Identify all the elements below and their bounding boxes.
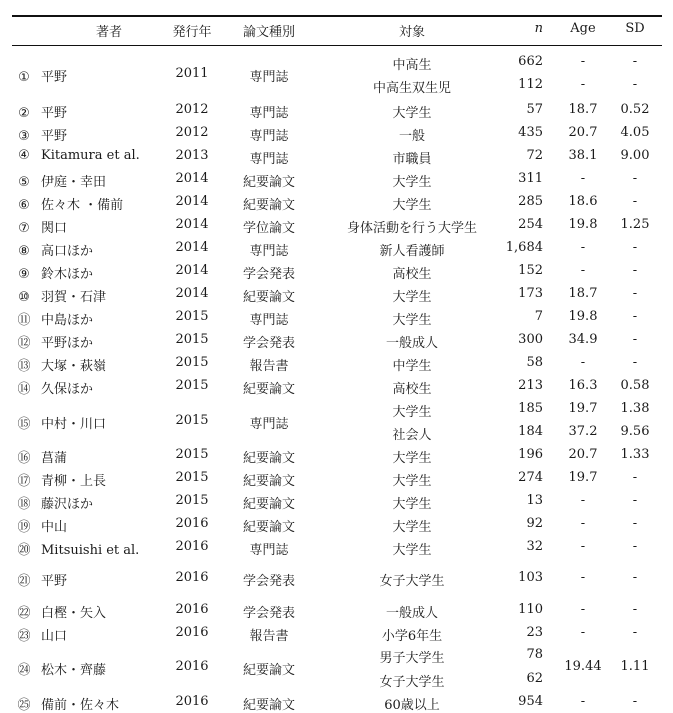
entry-number: ②: [18, 106, 30, 121]
entry-number: ⑯: [17, 451, 31, 466]
age-cell: -: [580, 355, 586, 370]
author-name: 高口ほか: [41, 244, 94, 259]
author-cell: [12, 602, 162, 621]
type-cell: 専門誌: [249, 152, 289, 167]
subject-cell: 大学生: [392, 543, 432, 558]
header-rule: [12, 45, 662, 46]
year-cell: 2015: [175, 493, 209, 508]
age-cell: -: [580, 602, 586, 617]
sd-cell: -: [632, 570, 638, 585]
n-cell: 13: [526, 493, 543, 508]
n-cell: 285: [518, 194, 543, 209]
entry-number: ⑨: [18, 267, 30, 282]
author-cell: [12, 194, 162, 213]
sd-cell: 0.52: [620, 102, 650, 117]
entry-number: ⑲: [17, 520, 31, 535]
entry-number: ①: [18, 69, 30, 85]
age-cell: -: [580, 171, 586, 186]
age-cell: 18.7: [568, 102, 598, 117]
author-cell: [12, 102, 162, 121]
subject-cell: 大学生: [392, 474, 432, 489]
year-cell: 2016: [175, 659, 209, 674]
type-cell: 専門誌: [249, 244, 289, 259]
n-cell: 72: [526, 148, 543, 163]
n-cell: 32: [526, 539, 543, 554]
type-cell: 紀要論文: [242, 198, 295, 213]
author-cell: [12, 470, 162, 489]
n-cell: 184: [518, 424, 543, 439]
header-type: 論文種別: [242, 25, 295, 40]
data-table: [12, 15, 662, 713]
age-cell: -: [580, 694, 586, 709]
subject-cell: 一般成人: [385, 336, 438, 351]
year-cell: 2015: [175, 412, 209, 428]
year-cell: 2016: [175, 694, 209, 709]
sd-cell: -: [632, 240, 638, 255]
n-cell: 110: [518, 602, 543, 617]
type-cell: 紀要論文: [242, 290, 295, 305]
age-cell: 18.6: [568, 194, 598, 209]
sd-cell: -: [632, 493, 638, 508]
age-cell: -: [580, 625, 586, 640]
n-cell: 92: [526, 516, 543, 531]
age-cell: -: [580, 516, 586, 531]
n-cell: 152: [518, 263, 543, 278]
year-cell: 2015: [175, 309, 209, 324]
n-cell: 185: [518, 401, 543, 416]
author-name: 平野: [41, 574, 68, 589]
sd-cell: 1.33: [620, 447, 650, 462]
age-cell: -: [580, 77, 586, 92]
author-cell: [12, 625, 162, 644]
header-year: 発行年: [172, 25, 212, 40]
subject-cell: 一般成人: [385, 606, 438, 621]
sd-cell: -: [632, 516, 638, 531]
author-name: 中島ほか: [41, 313, 94, 328]
year-cell: 2015: [175, 447, 209, 462]
sd-cell: -: [632, 470, 638, 485]
type-cell: 専門誌: [249, 416, 289, 432]
age-cell: 20.7: [568, 447, 598, 462]
n-cell: 58: [526, 355, 543, 370]
entry-number: ㉓: [17, 629, 31, 644]
subject-cell: 高校生: [392, 382, 432, 397]
author-name: Mitsuishi et al.: [41, 543, 140, 558]
age-cell: 16.3: [568, 378, 598, 393]
header-subject: 対象: [398, 25, 425, 40]
year-cell: 2012: [175, 102, 209, 117]
subject-cell: 男子大学生: [379, 651, 445, 666]
entry-number: ⑰: [17, 474, 31, 489]
age-cell: 19.8: [568, 217, 598, 232]
sd-cell: -: [632, 171, 638, 186]
author-name: 関口: [41, 221, 68, 236]
year-cell: 2014: [175, 217, 209, 232]
n-cell: 103: [518, 570, 543, 585]
sd-cell: -: [632, 77, 638, 92]
entry-number: ⑩: [18, 290, 30, 305]
year-cell: 2014: [175, 171, 209, 186]
sd-cell: -: [632, 694, 638, 709]
author-cell: [12, 332, 162, 351]
author-name: 山口: [41, 629, 68, 644]
year-cell: 2015: [175, 332, 209, 347]
entry-number: ⑭: [17, 382, 31, 397]
author-name: 松木・齊藤: [41, 663, 107, 678]
author-cell: [12, 217, 162, 236]
year-cell: 2016: [175, 516, 209, 531]
sd-cell: 1.11: [620, 659, 650, 674]
author-name: Kitamura et al.: [41, 148, 140, 163]
n-cell: 78: [526, 647, 543, 662]
type-cell: 紀要論文: [242, 520, 295, 535]
author-name: 平野: [41, 129, 68, 144]
year-cell: 2015: [175, 470, 209, 485]
entry-number: ⑧: [18, 244, 30, 259]
subject-cell: 一般: [398, 129, 425, 144]
year-cell: 2016: [175, 625, 209, 640]
table-header: [12, 17, 662, 45]
subject-cell: 新人看護師: [379, 244, 445, 259]
subject-cell: 大学生: [392, 175, 432, 190]
n-cell: 662: [518, 54, 543, 69]
author-cell: [12, 659, 162, 678]
n-cell: 435: [518, 125, 543, 140]
subject-cell: 中高生双生児: [372, 81, 451, 96]
entry-number: ⑦: [18, 221, 30, 236]
n-cell: 112: [518, 77, 543, 92]
age-cell: 19.7: [568, 470, 598, 485]
author-cell: [12, 539, 162, 558]
author-name: 平野ほか: [41, 336, 94, 351]
author-name: 平野: [41, 106, 68, 121]
author-name: 伊庭・幸田: [41, 175, 107, 190]
type-cell: 報告書: [249, 359, 289, 374]
type-cell: 紀要論文: [242, 474, 295, 489]
entry-number: ④: [18, 148, 30, 163]
entry-number: ㉕: [17, 698, 31, 713]
age-cell: 38.1: [568, 148, 598, 163]
age-cell: 18.7: [568, 286, 598, 301]
author-cell: [12, 309, 162, 328]
author-name: 中山: [41, 520, 68, 535]
type-cell: 学会発表: [242, 574, 295, 589]
subject-cell: 市職員: [392, 152, 432, 167]
entry-number: ⑱: [17, 497, 31, 512]
type-cell: 専門誌: [249, 129, 289, 144]
entry-number: ⑳: [17, 543, 31, 558]
author-name: 平野: [41, 69, 68, 85]
age-cell: 20.7: [568, 125, 598, 140]
n-cell: 311: [518, 171, 543, 186]
n-cell: 1,684: [505, 240, 543, 255]
n-cell: 300: [518, 332, 543, 347]
age-cell: 19.8: [568, 309, 598, 324]
entry-number: ⑤: [18, 175, 30, 190]
year-cell: 2016: [175, 570, 209, 585]
n-cell: 173: [518, 286, 543, 301]
header-author: 著者: [95, 25, 122, 40]
author-cell: [12, 263, 162, 282]
n-cell: 954: [518, 694, 543, 709]
entry-number: ㉒: [17, 606, 31, 621]
year-cell: 2011: [175, 65, 209, 81]
author-name: 菖蒲: [41, 451, 68, 466]
age-cell: -: [580, 54, 586, 69]
age-cell: -: [580, 240, 586, 255]
author-name: 青柳・上長: [41, 474, 107, 489]
author-cell: [12, 125, 162, 144]
subject-cell: 大学生: [392, 451, 432, 466]
n-cell: 196: [518, 447, 543, 462]
subject-cell: 女子大学生: [379, 675, 445, 690]
sd-cell: -: [632, 286, 638, 301]
author-cell: [12, 66, 162, 85]
sd-cell: -: [632, 602, 638, 617]
n-cell: 23: [526, 625, 543, 640]
author-cell: [12, 493, 162, 512]
subject-cell: 中学生: [392, 359, 432, 374]
author-name: 羽賀・石津: [41, 290, 107, 305]
type-cell: 紀要論文: [242, 497, 295, 512]
subject-cell: 大学生: [392, 106, 432, 121]
sd-cell: -: [632, 194, 638, 209]
subject-cell: 大学生: [392, 405, 432, 420]
subject-cell: 大学生: [392, 497, 432, 512]
age-cell: -: [580, 263, 586, 278]
subject-cell: 身体活動を行う大学生: [346, 221, 477, 236]
author-cell: [12, 355, 162, 374]
header-sd: SD: [625, 21, 645, 36]
author-cell: [12, 378, 162, 397]
subject-cell: 大学生: [392, 198, 432, 213]
entry-number: ㉔: [17, 663, 31, 678]
author-cell: [12, 240, 162, 259]
year-cell: 2014: [175, 286, 209, 301]
author-name: 久保ほか: [41, 382, 94, 397]
entry-number: ⑬: [17, 359, 31, 374]
age-cell: -: [580, 493, 586, 508]
author-name: 佐々木 ・備前: [41, 198, 124, 213]
author-name: 鈴木ほか: [41, 267, 94, 282]
entry-number: ⑪: [17, 313, 31, 328]
sd-cell: -: [632, 355, 638, 370]
n-cell: 274: [518, 470, 543, 485]
type-cell: 紀要論文: [242, 451, 295, 466]
sd-cell: -: [632, 263, 638, 278]
sd-cell: 1.38: [620, 401, 650, 416]
type-cell: 学位論文: [242, 221, 295, 236]
author-cell: [12, 286, 162, 305]
author-cell: [12, 413, 162, 432]
author-cell: [12, 570, 162, 589]
type-cell: 専門誌: [249, 106, 289, 121]
year-cell: 2016: [175, 602, 209, 617]
subject-cell: 大学生: [392, 313, 432, 328]
type-cell: 専門誌: [249, 313, 289, 328]
sd-cell: -: [632, 539, 638, 554]
year-cell: 2013: [175, 148, 209, 163]
year-cell: 2014: [175, 194, 209, 209]
sd-cell: 1.25: [620, 217, 650, 232]
entry-number: ③: [18, 129, 30, 144]
entry-number: ⑥: [18, 198, 30, 213]
year-cell: 2016: [175, 539, 209, 554]
year-cell: 2012: [175, 125, 209, 140]
author-name: 中村・川口: [41, 416, 107, 432]
subject-cell: 大学生: [392, 290, 432, 305]
subject-cell: 60歳以上: [384, 698, 440, 713]
sd-cell: -: [632, 625, 638, 640]
author-name: 備前・佐々木: [41, 698, 120, 713]
subject-cell: 社会人: [392, 428, 432, 443]
author-cell: [12, 694, 162, 713]
entry-number: ⑮: [17, 416, 31, 432]
age-cell: 37.2: [568, 424, 598, 439]
type-cell: 学会発表: [242, 267, 295, 282]
author-cell: [12, 516, 162, 535]
entry-number: ⑫: [17, 336, 31, 351]
year-cell: 2014: [175, 263, 209, 278]
sd-cell: 9.00: [620, 148, 650, 163]
type-cell: 報告書: [249, 629, 289, 644]
sd-cell: -: [632, 309, 638, 324]
subject-cell: 中高生: [392, 58, 432, 73]
type-cell: 学会発表: [242, 336, 295, 351]
type-cell: 紀要論文: [242, 663, 295, 678]
year-cell: 2015: [175, 355, 209, 370]
type-cell: 紀要論文: [242, 175, 295, 190]
subject-cell: 高校生: [392, 267, 432, 282]
sd-cell: -: [632, 54, 638, 69]
sd-cell: 0.58: [620, 378, 650, 393]
sd-cell: 4.05: [620, 125, 650, 140]
author-cell: [12, 171, 162, 190]
age-cell: 34.9: [568, 332, 598, 347]
age-cell: -: [580, 539, 586, 554]
age-cell: 19.7: [568, 401, 598, 416]
n-cell: 7: [534, 309, 543, 324]
author-name: 大塚・萩嶺: [41, 359, 107, 374]
type-cell: 紀要論文: [242, 698, 295, 713]
author-cell: [12, 447, 162, 466]
n-cell: 213: [518, 378, 543, 393]
subject-cell: 小学6年生: [381, 629, 443, 644]
entry-number: ㉑: [17, 574, 31, 589]
type-cell: 紀要論文: [242, 382, 295, 397]
author-name: 白樫・矢入: [41, 606, 107, 621]
age-cell: 19.44: [564, 659, 602, 674]
type-cell: 学会発表: [242, 606, 295, 621]
n-cell: 57: [526, 102, 543, 117]
year-cell: 2014: [175, 240, 209, 255]
year-cell: 2015: [175, 378, 209, 393]
type-cell: 専門誌: [249, 69, 289, 85]
age-cell: -: [580, 570, 586, 585]
subject-cell: 大学生: [392, 520, 432, 535]
sd-cell: 9.56: [620, 424, 650, 439]
author-name: 藤沢ほか: [41, 497, 94, 512]
header-n: n: [534, 21, 543, 36]
author-cell: [12, 148, 162, 163]
n-cell: 62: [526, 671, 543, 686]
subject-cell: 女子大学生: [379, 574, 445, 589]
sd-cell: -: [632, 332, 638, 347]
n-cell: 254: [518, 217, 543, 232]
header-age: Age: [570, 21, 596, 36]
type-cell: 専門誌: [249, 543, 289, 558]
